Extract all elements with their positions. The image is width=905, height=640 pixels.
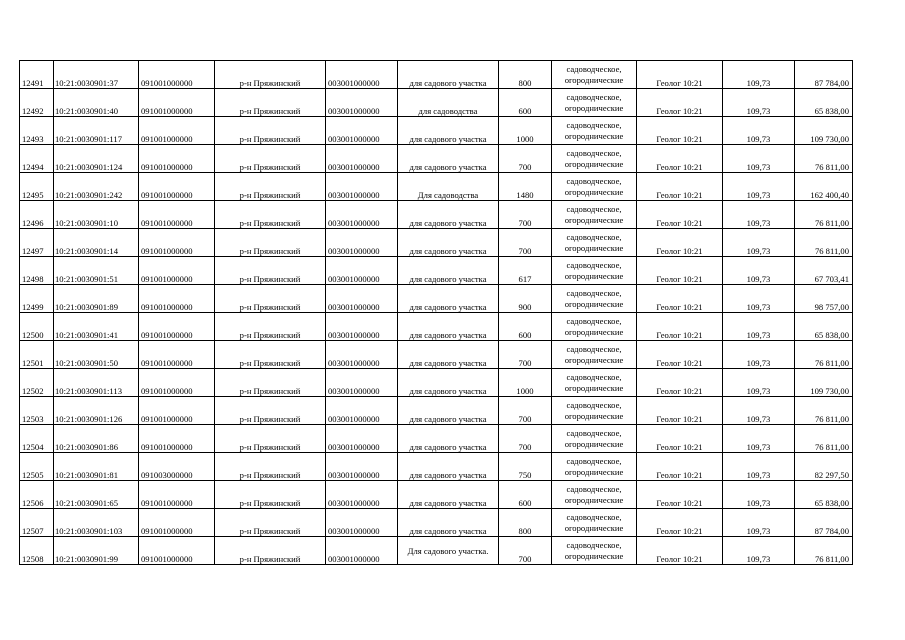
- settlement-code: 003001000000: [326, 537, 398, 565]
- table-row: [20, 285, 853, 313]
- settlement-code: 003001000000: [326, 229, 398, 257]
- cadastral-cost: 76 811,00: [795, 201, 853, 229]
- cadastral-cost: 76 811,00: [795, 397, 853, 425]
- land-category-line-1: садоводческое,: [566, 483, 622, 494]
- district-name: р-н Пряжинский: [215, 341, 326, 369]
- land-category-line-1: садоводческое,: [566, 203, 622, 214]
- settlement-code: 003001000000: [326, 285, 398, 313]
- cadastral-cost: 87 784,00: [795, 509, 853, 537]
- table-row: [20, 89, 853, 117]
- permitted-use: для садового участка: [398, 369, 499, 397]
- cadastral-number: 10:21:0030901:41: [54, 313, 139, 341]
- table-row: [20, 341, 853, 369]
- row-number: 12504: [20, 425, 54, 453]
- permitted-use: для садового участка: [398, 313, 499, 341]
- cadastral-number: 10:21:0030901:14: [54, 229, 139, 257]
- land-category-line-2: огороднические: [564, 214, 624, 225]
- specific-value-rate: 109,73: [723, 117, 795, 145]
- permitted-use: для садового участка: [398, 453, 499, 481]
- table-row: [20, 453, 853, 481]
- settlement-code: 003001000000: [326, 313, 398, 341]
- valuation-group: Геолог 10:21: [637, 341, 723, 369]
- district-name: р-н Пряжинский: [215, 537, 326, 565]
- area-value: 700: [499, 229, 552, 257]
- valuation-group: Геолог 10:21: [637, 229, 723, 257]
- land-category-line-2: огороднические: [564, 186, 624, 197]
- row-number: 12506: [20, 481, 54, 509]
- valuation-group: Геолог 10:21: [637, 145, 723, 173]
- table-row: [20, 509, 853, 537]
- settlement-code: 003001000000: [326, 201, 398, 229]
- valuation-group: Геолог 10:21: [637, 397, 723, 425]
- valuation-group: Геолог 10:21: [637, 257, 723, 285]
- permitted-use: для садового участка: [398, 61, 499, 89]
- specific-value-rate: 109,73: [723, 89, 795, 117]
- valuation-group: Геолог 10:21: [637, 201, 723, 229]
- valuation-group: Геолог 10:21: [637, 509, 723, 537]
- cadastral-number: 10:21:0030901:10: [54, 201, 139, 229]
- valuation-group: Геолог 10:21: [637, 313, 723, 341]
- permitted-use: Для садового участка.: [398, 537, 499, 565]
- land-category-line-1: садоводческое,: [566, 91, 622, 102]
- settlement-code: 003001000000: [326, 117, 398, 145]
- land-category-line-1: садоводческое,: [566, 399, 622, 410]
- valuation-group: Геолог 10:21: [637, 481, 723, 509]
- land-category-line-1: садоводческое,: [566, 231, 622, 242]
- land-category-line-1: садоводческое,: [566, 427, 622, 438]
- settlement-code: 003001000000: [326, 341, 398, 369]
- specific-value-rate: 109,73: [723, 173, 795, 201]
- permitted-use: для садового участка: [398, 509, 499, 537]
- table-row: [20, 425, 853, 453]
- table-row: [20, 61, 853, 89]
- cadastral-number: 10:21:0030901:37: [54, 61, 139, 89]
- oktmo-code: 091001000000: [139, 89, 215, 117]
- land-category: [552, 229, 637, 257]
- oktmo-code: 091001000000: [139, 117, 215, 145]
- oktmo-code: 091001000000: [139, 481, 215, 509]
- cadastral-cost: 76 811,00: [795, 537, 853, 565]
- area-value: 1000: [499, 369, 552, 397]
- permitted-use: для садового участка: [398, 229, 499, 257]
- permitted-use: Для садоводства: [398, 173, 499, 201]
- land-category-line-2: огороднические: [564, 354, 624, 365]
- area-value: 617: [499, 257, 552, 285]
- cadastral-cost: 82 297,50: [795, 453, 853, 481]
- cadastral-number: 10:21:0030901:113: [54, 369, 139, 397]
- specific-value-rate: 109,73: [723, 145, 795, 173]
- cadastral-number: 10:21:0030901:40: [54, 89, 139, 117]
- land-category-line-2: огороднические: [564, 130, 624, 141]
- land-category-line-1: садоводческое,: [566, 259, 622, 270]
- area-value: 700: [499, 145, 552, 173]
- cadastral-number: 10:21:0030901:124: [54, 145, 139, 173]
- land-category: [552, 397, 637, 425]
- permitted-use: для садового участка: [398, 397, 499, 425]
- land-category-line-1: садоводческое,: [566, 147, 622, 158]
- cadastral-number: 10:21:0030901:89: [54, 285, 139, 313]
- land-category-line-1: садоводческое,: [566, 315, 622, 326]
- oktmo-code: 091001000000: [139, 145, 215, 173]
- land-category: [552, 453, 637, 481]
- cadastral-number: 10:21:0030901:81: [54, 453, 139, 481]
- area-value: 800: [499, 61, 552, 89]
- oktmo-code: 091001000000: [139, 341, 215, 369]
- settlement-code: 003001000000: [326, 173, 398, 201]
- oktmo-code: 091001000000: [139, 61, 215, 89]
- land-category: [552, 481, 637, 509]
- valuation-group: Геолог 10:21: [637, 89, 723, 117]
- specific-value-rate: 109,73: [723, 453, 795, 481]
- land-category: [552, 201, 637, 229]
- land-category-line-2: огороднические: [564, 438, 624, 449]
- area-value: 1000: [499, 117, 552, 145]
- area-value: 700: [499, 537, 552, 565]
- land-category-line-1: садоводческое,: [566, 119, 622, 130]
- row-number: 12494: [20, 145, 54, 173]
- table-row: [20, 369, 853, 397]
- land-category: [552, 117, 637, 145]
- permitted-use: для садового участка: [398, 285, 499, 313]
- land-category-line-2: огороднические: [564, 158, 624, 169]
- area-value: 700: [499, 425, 552, 453]
- oktmo-code: 091001000000: [139, 509, 215, 537]
- district-name: р-н Пряжинский: [215, 285, 326, 313]
- land-category: [552, 369, 637, 397]
- table-row: [20, 145, 853, 173]
- cadastral-number: 10:21:0030901:65: [54, 481, 139, 509]
- district-name: р-н Пряжинский: [215, 397, 326, 425]
- row-number: 12505: [20, 453, 54, 481]
- valuation-group: Геолог 10:21: [637, 173, 723, 201]
- land-category-line-1: садоводческое,: [566, 511, 622, 522]
- row-number: 12507: [20, 509, 54, 537]
- land-category: [552, 313, 637, 341]
- district-name: р-н Пряжинский: [215, 61, 326, 89]
- land-category: [552, 145, 637, 173]
- cadastral-number: 10:21:0030901:117: [54, 117, 139, 145]
- land-category-line-1: садоводческое,: [566, 63, 622, 74]
- permitted-use: для садоводства: [398, 89, 499, 117]
- land-category-line-1: садоводческое,: [566, 371, 622, 382]
- valuation-group: Геолог 10:21: [637, 537, 723, 565]
- specific-value-rate: 109,73: [723, 313, 795, 341]
- land-category: [552, 537, 637, 565]
- valuation-group: Геолог 10:21: [637, 61, 723, 89]
- table-row: [20, 313, 853, 341]
- oktmo-code: 091001000000: [139, 201, 215, 229]
- settlement-code: 003001000000: [326, 61, 398, 89]
- table-row: [20, 481, 853, 509]
- area-value: 1480: [499, 173, 552, 201]
- cadastral-cost: 76 811,00: [795, 229, 853, 257]
- valuation-group: Геолог 10:21: [637, 285, 723, 313]
- row-number: 12500: [20, 313, 54, 341]
- cadastral-number: 10:21:0030901:126: [54, 397, 139, 425]
- cadastral-cost: 76 811,00: [795, 425, 853, 453]
- oktmo-code: 091001000000: [139, 369, 215, 397]
- area-value: 600: [499, 313, 552, 341]
- cadastral-number: 10:21:0030901:242: [54, 173, 139, 201]
- table-row: [20, 257, 853, 285]
- table-body: [20, 61, 853, 565]
- land-category-line-1: садоводческое,: [566, 175, 622, 186]
- oktmo-code: 091001000000: [139, 537, 215, 565]
- district-name: р-н Пряжинский: [215, 173, 326, 201]
- row-number: 12492: [20, 89, 54, 117]
- permitted-use: для садового участка: [398, 257, 499, 285]
- land-category-line-1: садоводческое,: [566, 287, 622, 298]
- area-value: 600: [499, 89, 552, 117]
- oktmo-code: 091001000000: [139, 285, 215, 313]
- cadastral-number: 10:21:0030901:51: [54, 257, 139, 285]
- cadastral-cost: 65 838,00: [795, 313, 853, 341]
- table-row: [20, 229, 853, 257]
- district-name: р-н Пряжинский: [215, 229, 326, 257]
- land-category-line-2: огороднические: [564, 326, 624, 337]
- land-category-line-2: огороднические: [564, 242, 624, 253]
- cadastral-cost: 162 400,40: [795, 173, 853, 201]
- land-category: [552, 173, 637, 201]
- cadastral-cost: 87 784,00: [795, 61, 853, 89]
- oktmo-code: 091001000000: [139, 257, 215, 285]
- table-row: [20, 173, 853, 201]
- specific-value-rate: 109,73: [723, 369, 795, 397]
- land-category: [552, 425, 637, 453]
- district-name: р-н Пряжинский: [215, 257, 326, 285]
- land-category-line-1: садоводческое,: [566, 539, 622, 550]
- oktmo-code: 091003000000: [139, 453, 215, 481]
- row-number: 12496: [20, 201, 54, 229]
- cadastral-number: 10:21:0030901:103: [54, 509, 139, 537]
- settlement-code: 003001000000: [326, 481, 398, 509]
- permitted-use: для садового участка: [398, 481, 499, 509]
- specific-value-rate: 109,73: [723, 257, 795, 285]
- table-row: [20, 537, 853, 565]
- area-value: 750: [499, 453, 552, 481]
- row-number: 12495: [20, 173, 54, 201]
- area-value: 900: [499, 285, 552, 313]
- land-category-line-2: огороднические: [564, 270, 624, 281]
- row-number: 12497: [20, 229, 54, 257]
- specific-value-rate: 109,73: [723, 537, 795, 565]
- land-category: [552, 341, 637, 369]
- row-number: 12499: [20, 285, 54, 313]
- specific-value-rate: 109,73: [723, 481, 795, 509]
- land-category: [552, 509, 637, 537]
- oktmo-code: 091001000000: [139, 313, 215, 341]
- row-number: 12508: [20, 537, 54, 565]
- district-name: р-н Пряжинский: [215, 201, 326, 229]
- settlement-code: 003001000000: [326, 89, 398, 117]
- permitted-use: для садового участка: [398, 145, 499, 173]
- land-category: [552, 285, 637, 313]
- district-name: р-н Пряжинский: [215, 509, 326, 537]
- cadastral-cost: 67 703,41: [795, 257, 853, 285]
- table-row: [20, 117, 853, 145]
- specific-value-rate: 109,73: [723, 285, 795, 313]
- cadastral-value-table: [19, 60, 853, 565]
- cadastral-number: 10:21:0030901:50: [54, 341, 139, 369]
- oktmo-code: 091001000000: [139, 425, 215, 453]
- row-number: 12498: [20, 257, 54, 285]
- row-number: 12491: [20, 61, 54, 89]
- cadastral-number: 10:21:0030901:86: [54, 425, 139, 453]
- land-category-line-1: садоводческое,: [566, 343, 622, 354]
- area-value: 800: [499, 509, 552, 537]
- land-category-line-2: огороднические: [564, 102, 624, 113]
- district-name: р-н Пряжинский: [215, 89, 326, 117]
- oktmo-code: 091001000000: [139, 173, 215, 201]
- settlement-code: 003001000000: [326, 453, 398, 481]
- cadastral-cost: 109 730,00: [795, 117, 853, 145]
- settlement-code: 003001000000: [326, 397, 398, 425]
- land-category: [552, 89, 637, 117]
- district-name: р-н Пряжинский: [215, 117, 326, 145]
- specific-value-rate: 109,73: [723, 61, 795, 89]
- specific-value-rate: 109,73: [723, 201, 795, 229]
- land-category-line-1: садоводческое,: [566, 455, 622, 466]
- specific-value-rate: 109,73: [723, 425, 795, 453]
- permitted-use: для садового участка: [398, 117, 499, 145]
- row-number: 12501: [20, 341, 54, 369]
- table-row: [20, 397, 853, 425]
- permitted-use: для садового участка: [398, 341, 499, 369]
- land-category-line-2: огороднические: [564, 466, 624, 477]
- table-row: [20, 201, 853, 229]
- cadastral-cost: 76 811,00: [795, 341, 853, 369]
- cadastral-cost: 65 838,00: [795, 481, 853, 509]
- settlement-code: 003001000000: [326, 509, 398, 537]
- district-name: р-н Пряжинский: [215, 369, 326, 397]
- district-name: р-н Пряжинский: [215, 145, 326, 173]
- area-value: 600: [499, 481, 552, 509]
- valuation-group: Геолог 10:21: [637, 369, 723, 397]
- row-number: 12493: [20, 117, 54, 145]
- specific-value-rate: 109,73: [723, 229, 795, 257]
- land-category-line-2: огороднические: [564, 494, 624, 505]
- cadastral-cost: 98 757,00: [795, 285, 853, 313]
- land-category-line-2: огороднические: [564, 550, 624, 561]
- land-category-line-2: огороднические: [564, 298, 624, 309]
- cadastral-cost: 109 730,00: [795, 369, 853, 397]
- district-name: р-н Пряжинский: [215, 313, 326, 341]
- cadastral-number: 10:21:0030901:99: [54, 537, 139, 565]
- oktmo-code: 091001000000: [139, 397, 215, 425]
- valuation-group: Геолог 10:21: [637, 453, 723, 481]
- district-name: р-н Пряжинский: [215, 481, 326, 509]
- land-category-line-2: огороднические: [564, 382, 624, 393]
- settlement-code: 003001000000: [326, 369, 398, 397]
- district-name: р-н Пряжинский: [215, 453, 326, 481]
- land-category: [552, 61, 637, 89]
- land-category: [552, 257, 637, 285]
- district-name: р-н Пряжинский: [215, 425, 326, 453]
- cadastral-cost: 65 838,00: [795, 89, 853, 117]
- land-category-line-2: огороднические: [564, 522, 624, 533]
- row-number: 12502: [20, 369, 54, 397]
- row-number: 12503: [20, 397, 54, 425]
- permitted-use: для садового участка: [398, 425, 499, 453]
- oktmo-code: 091001000000: [139, 229, 215, 257]
- specific-value-rate: 109,73: [723, 341, 795, 369]
- settlement-code: 003001000000: [326, 145, 398, 173]
- land-category-line-2: огороднические: [564, 410, 624, 421]
- permitted-use: для садового участка: [398, 201, 499, 229]
- specific-value-rate: 109,73: [723, 509, 795, 537]
- settlement-code: 003001000000: [326, 425, 398, 453]
- specific-value-rate: 109,73: [723, 397, 795, 425]
- valuation-group: Геолог 10:21: [637, 425, 723, 453]
- area-value: 700: [499, 341, 552, 369]
- valuation-group: Геолог 10:21: [637, 117, 723, 145]
- area-value: 700: [499, 201, 552, 229]
- settlement-code: 003001000000: [326, 257, 398, 285]
- land-category-line-2: огороднические: [564, 74, 624, 85]
- cadastral-cost: 76 811,00: [795, 145, 853, 173]
- area-value: 700: [499, 397, 552, 425]
